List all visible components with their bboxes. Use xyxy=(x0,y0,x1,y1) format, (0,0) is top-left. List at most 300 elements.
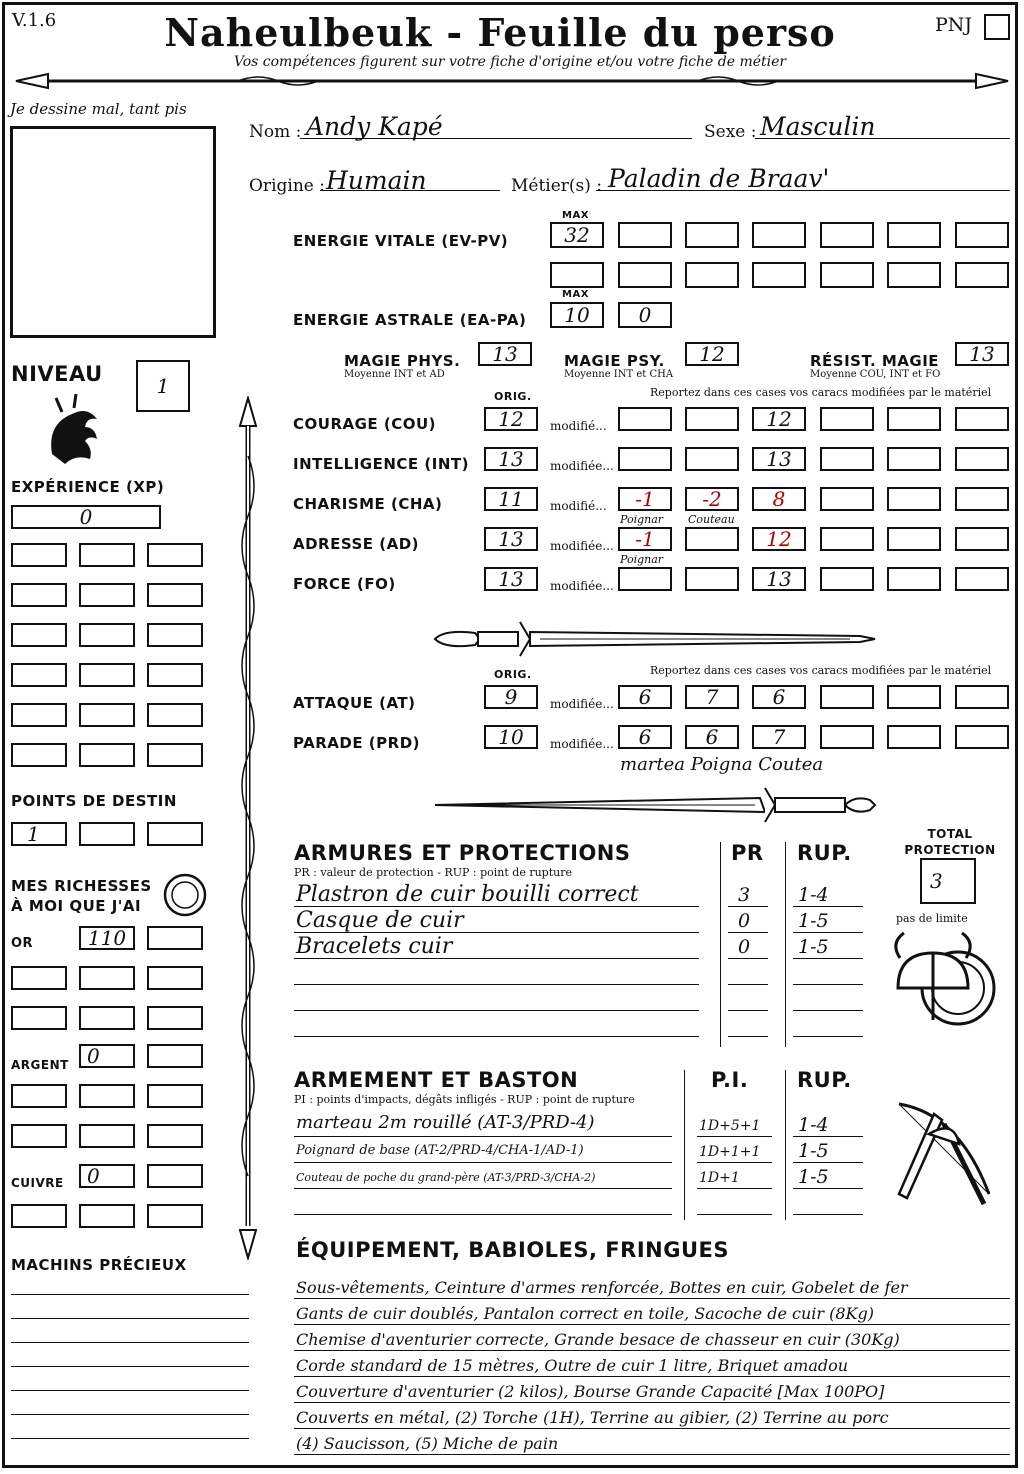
combat-orig-label: ORIG. xyxy=(494,668,532,681)
carac-mod-box[interactable] xyxy=(752,407,806,431)
argent-value: 0 xyxy=(87,1044,100,1068)
ev-max-label: MAX xyxy=(562,210,589,221)
armure-line xyxy=(294,1036,699,1037)
armure-pr-line xyxy=(728,932,768,933)
total-protection-box[interactable] xyxy=(920,858,976,904)
armure-pr[interactable]: 0 xyxy=(738,936,751,958)
money-box[interactable] xyxy=(11,1084,67,1108)
combat-mod-value: 6 xyxy=(772,685,786,709)
carac-mod-box[interactable] xyxy=(685,527,739,551)
carac-mod-box[interactable] xyxy=(955,527,1009,551)
combat-mod-box[interactable] xyxy=(955,685,1009,709)
combat-mod-box[interactable] xyxy=(752,685,806,709)
carac-mod-value xyxy=(620,409,670,429)
arme-pi[interactable]: 1D+5+1 xyxy=(699,1118,761,1134)
magie-phys-box[interactable] xyxy=(478,342,532,366)
armement-col-divider xyxy=(785,1070,786,1220)
cuivre-box[interactable] xyxy=(147,1164,203,1188)
carac-orig-value: 13 xyxy=(498,567,524,591)
xp-box[interactable] xyxy=(11,663,67,687)
carac-orig-box[interactable] xyxy=(484,567,538,591)
ev-box[interactable] xyxy=(685,262,739,288)
sexe-line xyxy=(755,138,1010,139)
combat-orig-value: 10 xyxy=(498,725,524,749)
equipement-item[interactable]: Couverture d'aventurier (2 kilos), Bourse Grande Capacité [Max 100PO] xyxy=(296,1382,885,1401)
carac-mod-box[interactable] xyxy=(955,567,1009,591)
machins-label: MACHINS PRÉCIEUX xyxy=(11,1256,187,1274)
machins-line[interactable] xyxy=(11,1294,249,1295)
armure-pr-line xyxy=(728,1036,768,1037)
xp-value: 0 xyxy=(79,505,93,529)
xp-box[interactable] xyxy=(11,505,161,529)
ev-box[interactable] xyxy=(550,262,604,288)
xp-box[interactable] xyxy=(11,743,67,767)
cuivre-box[interactable] xyxy=(79,1164,135,1188)
weapons-icon xyxy=(884,1094,1004,1214)
carac-orig-box[interactable] xyxy=(484,527,538,551)
money-box[interactable] xyxy=(147,1006,203,1030)
resist-magie-box[interactable] xyxy=(955,342,1009,366)
arme-rup-line xyxy=(793,1162,863,1163)
ea-box[interactable] xyxy=(618,302,672,328)
carac-mod-box[interactable] xyxy=(752,487,806,511)
ea-max-box[interactable] xyxy=(550,302,604,328)
metier-field[interactable]: Paladin de Braav' xyxy=(608,164,830,193)
combat-report-note: Reportez dans ces cases vos caracs modifiées par le matériel xyxy=(650,664,992,677)
total-protection-value: 3 xyxy=(930,869,943,893)
xp-box[interactable] xyxy=(147,583,203,607)
niveau-box[interactable] xyxy=(136,360,190,412)
arme-rup[interactable]: 1-4 xyxy=(798,1114,829,1136)
xp-box[interactable] xyxy=(79,583,135,607)
combat-label: ATTAQUE (AT) xyxy=(293,694,416,712)
armement-col-divider xyxy=(684,1070,685,1220)
argent-label: ARGENT xyxy=(11,1058,69,1072)
machins-line[interactable] xyxy=(11,1414,249,1415)
xp-box[interactable] xyxy=(79,543,135,567)
carac-mod-note: Poignar xyxy=(620,513,664,526)
arme-line xyxy=(294,1214,672,1215)
equipement-item[interactable]: Couverts en métal, (2) Torche (1H), Terrine au gibier, (2) Terrine au porc xyxy=(296,1408,889,1427)
caracs-report-note: Reportez dans ces cases vos caracs modifiées par le matériel xyxy=(650,386,992,399)
armement-pi-header: P.I. xyxy=(711,1068,749,1092)
or-label: OR xyxy=(11,936,34,951)
armure-rup-line xyxy=(793,906,863,907)
xp-box[interactable] xyxy=(147,663,203,687)
sheet-title: Naheulbeuk - Feuille du perso xyxy=(164,10,836,55)
destin-value: 1 xyxy=(27,822,40,846)
xp-box[interactable] xyxy=(11,623,67,647)
combat-label: PARADE (PRD) xyxy=(293,734,421,752)
carac-mod-note: Poignar xyxy=(620,553,664,566)
armures-pr-header: PR xyxy=(731,841,764,865)
xp-box[interactable] xyxy=(147,703,203,727)
ev-box[interactable] xyxy=(887,222,941,248)
carac-label: FORCE (FO) xyxy=(293,575,396,593)
armure-name[interactable]: Plastron de cuir bouilli correct xyxy=(296,882,639,907)
destin-box[interactable] xyxy=(79,822,135,846)
armement-title: ARMEMENT ET BASTON xyxy=(294,1068,579,1092)
arme-pi[interactable]: 1D+1+1 xyxy=(699,1144,761,1160)
armure-rup-line xyxy=(793,1010,863,1011)
arme-pi-line xyxy=(697,1136,772,1137)
arme-rup-line xyxy=(793,1136,863,1137)
equipement-item[interactable]: Sous-vêtements, Ceinture d'armes renforcée, Bottes en cuir, Gobelet de fer xyxy=(296,1278,908,1297)
resist-magie-label: RÉSIST. MAGIE xyxy=(810,352,940,370)
xp-box[interactable] xyxy=(147,543,203,567)
magie-phys-note: Moyenne INT et AD xyxy=(344,369,445,380)
carac-mod-box[interactable] xyxy=(618,447,672,471)
armure-pr-line xyxy=(728,984,768,985)
combat-mod-box[interactable] xyxy=(752,725,806,749)
limit-note: pas de limite xyxy=(896,912,968,925)
sheet-subtitle: Vos compétences figurent sur votre fiche d'origine et/ou votre fiche de métier xyxy=(233,54,787,70)
carac-mod-box[interactable] xyxy=(618,487,672,511)
armure-name[interactable]: Bracelets cuir xyxy=(296,934,453,959)
arme-name[interactable]: Couteau de poche du grand-père (AT-3/PRD-3/CHA-2) xyxy=(296,1171,596,1184)
armure-name[interactable]: Casque de cuir xyxy=(296,908,464,933)
carac-mod-box[interactable] xyxy=(887,447,941,471)
arme-pi-line xyxy=(697,1214,772,1215)
combat-modifie-label: modifiée... xyxy=(550,737,614,751)
cuivre-value: 0 xyxy=(87,1164,100,1188)
carac-mod-box[interactable] xyxy=(618,567,672,591)
ev-max-box[interactable] xyxy=(550,222,604,248)
combat-mod-value: 6 xyxy=(705,725,719,749)
armure-pr[interactable]: 3 xyxy=(738,884,751,906)
carac-modifie-label: modifiée... xyxy=(550,459,614,473)
carac-mod-box[interactable] xyxy=(955,487,1009,511)
metier-label: Métier(s) : xyxy=(511,176,603,196)
ev-box[interactable] xyxy=(752,222,806,248)
armure-pr-line xyxy=(728,1010,768,1011)
caracs-orig-label: ORIG. xyxy=(494,390,532,403)
combat-mod-value: 7 xyxy=(772,725,786,749)
money-box[interactable] xyxy=(79,966,135,990)
or-box[interactable] xyxy=(147,926,203,950)
armures-note: PR : valeur de protection - RUP : point de rupture xyxy=(294,866,572,879)
weapons-note: martea Poigna Coutea xyxy=(620,754,824,775)
header-spear-divider xyxy=(8,66,1016,96)
carac-modifie-label: modifiée... xyxy=(550,579,614,593)
magie-psy-value: 12 xyxy=(699,342,725,366)
portrait-box[interactable] xyxy=(10,126,216,338)
nom-label: Nom : xyxy=(249,122,302,142)
carac-mod-value: 13 xyxy=(766,447,792,471)
sword-illustration-2 xyxy=(430,780,880,830)
niveau-value: 1 xyxy=(156,374,170,398)
carac-mod-box[interactable] xyxy=(820,447,874,471)
origine-line xyxy=(320,190,500,191)
carac-mod-value xyxy=(620,569,670,589)
sword-illustration xyxy=(430,614,880,664)
origine-label: Origine : xyxy=(249,176,325,196)
money-box[interactable] xyxy=(11,1124,67,1148)
armure-rup[interactable]: 1-5 xyxy=(798,910,829,932)
equipement-item[interactable]: Chemise d'aventurier correcte, Grande besace de chasseur en cuir (30Kg) xyxy=(296,1330,900,1349)
carac-mod-box[interactable] xyxy=(752,527,806,551)
carac-orig-value: 11 xyxy=(498,487,524,511)
resist-magie-value: 13 xyxy=(969,342,995,366)
armure-pr[interactable]: 0 xyxy=(738,910,751,932)
magie-psy-note: Moyenne INT et CHA xyxy=(564,369,674,380)
nom-line xyxy=(300,138,692,139)
arme-pi-line xyxy=(697,1188,772,1189)
carac-mod-value: 12 xyxy=(766,527,792,551)
armement-note: PI : points d'impacts, dégâts infligés - RUP : point de rupture xyxy=(294,1093,635,1106)
dragon-icon xyxy=(42,394,104,464)
xp-box[interactable] xyxy=(11,543,67,567)
helmet-shield-icon xyxy=(888,928,998,1038)
cuivre-label: CUIVRE xyxy=(11,1176,64,1190)
armement-rup-header: RUP. xyxy=(797,1068,852,1092)
carac-mod-box[interactable] xyxy=(820,407,874,431)
carac-mod-box[interactable] xyxy=(820,527,874,551)
armure-rup-line xyxy=(793,932,863,933)
xp-box[interactable] xyxy=(79,623,135,647)
version-label: V.1.6 xyxy=(12,10,57,31)
or-value: 110 xyxy=(87,926,127,950)
carac-modifie-label: modifiée... xyxy=(550,539,614,553)
machins-line[interactable] xyxy=(11,1318,249,1319)
combat-mod-box[interactable] xyxy=(618,685,672,709)
pnj-label: PNJ xyxy=(935,14,973,36)
xp-box[interactable] xyxy=(147,623,203,647)
arme-name[interactable]: Poignard de base (AT-2/PRD-4/CHA-1/AD-1) xyxy=(296,1143,584,1158)
destin-label: POINTS DE DESTIN xyxy=(11,792,177,810)
money-box[interactable] xyxy=(11,1006,67,1030)
armures-col-divider xyxy=(720,842,721,1047)
niveau-label: NIVEAU xyxy=(11,362,103,386)
armures-title: ARMURES ET PROTECTIONS xyxy=(294,841,631,865)
richesses-label: MES RICHESSES À MOI QUE J'AI xyxy=(11,877,152,915)
magie-phys-value: 13 xyxy=(492,342,518,366)
metier-line xyxy=(596,190,1010,191)
machins-line[interactable] xyxy=(11,1366,249,1367)
carac-orig-box[interactable] xyxy=(484,487,538,511)
equipement-line xyxy=(294,1324,1010,1325)
argent-box[interactable] xyxy=(79,1044,135,1068)
combat-mod-box[interactable] xyxy=(887,725,941,749)
destin-box[interactable] xyxy=(147,822,203,846)
ea-value: 0 xyxy=(638,303,652,327)
equipement-title: ÉQUIPEMENT, BABIOLES, FRINGUES xyxy=(296,1238,729,1262)
money-box[interactable] xyxy=(79,1006,135,1030)
combat-mod-value: 6 xyxy=(638,685,652,709)
carac-label: CHARISME (CHA) xyxy=(293,495,443,513)
equipement-line xyxy=(294,1298,1010,1299)
money-box[interactable] xyxy=(147,1204,203,1228)
money-box[interactable] xyxy=(11,1204,67,1228)
money-box[interactable] xyxy=(147,1084,203,1108)
armures-col-divider xyxy=(785,842,786,1047)
arme-line xyxy=(294,1162,672,1163)
money-box[interactable] xyxy=(11,966,67,990)
combat-mod-box[interactable] xyxy=(618,725,672,749)
combat-orig-box[interactable] xyxy=(484,685,538,709)
carac-mod-value xyxy=(687,449,737,469)
xp-box[interactable] xyxy=(79,663,135,687)
ev-box[interactable] xyxy=(887,262,941,288)
combat-mod-box[interactable] xyxy=(887,685,941,709)
ev-box[interactable] xyxy=(955,222,1009,248)
carac-modifie-label: modifié... xyxy=(550,419,607,433)
combat-mod-value: 7 xyxy=(705,685,719,709)
pnj-checkbox[interactable] xyxy=(984,14,1010,40)
arme-rup-line xyxy=(793,1214,863,1215)
ev-box[interactable] xyxy=(820,222,874,248)
carac-mod-value: -1 xyxy=(635,487,655,511)
coin-icon xyxy=(162,872,208,918)
carac-mod-value: 13 xyxy=(766,567,792,591)
combat-orig-box[interactable] xyxy=(484,725,538,749)
equipement-item[interactable]: Corde standard de 15 mètres, Outre de cuir 1 litre, Briquet amadou xyxy=(296,1356,849,1375)
carac-mod-box[interactable] xyxy=(820,567,874,591)
carac-label: COURAGE (COU) xyxy=(293,415,437,433)
carac-mod-value xyxy=(687,569,737,589)
carac-mod-box[interactable] xyxy=(820,487,874,511)
arme-line xyxy=(294,1188,672,1189)
combat-mod-box[interactable] xyxy=(685,685,739,709)
equipement-line xyxy=(294,1376,1010,1377)
sexe-label: Sexe : xyxy=(704,122,757,142)
arme-line xyxy=(294,1136,672,1137)
xp-box[interactable] xyxy=(147,743,203,767)
money-box[interactable] xyxy=(79,1124,135,1148)
ev-box[interactable] xyxy=(685,222,739,248)
armure-rup-line xyxy=(793,984,863,985)
carac-mod-box[interactable] xyxy=(887,567,941,591)
carac-orig-box[interactable] xyxy=(484,447,538,471)
arme-rup[interactable]: 1-5 xyxy=(798,1166,829,1188)
carac-orig-value: 12 xyxy=(498,407,524,431)
ev-box[interactable] xyxy=(618,262,672,288)
carac-orig-box[interactable] xyxy=(484,407,538,431)
carac-mod-box[interactable] xyxy=(685,447,739,471)
arme-pi-line xyxy=(697,1162,772,1163)
ev-box[interactable] xyxy=(820,262,874,288)
carac-mod-box[interactable] xyxy=(752,567,806,591)
carac-mod-box[interactable] xyxy=(618,407,672,431)
resist-magie-note: Moyenne COU, INT et FO xyxy=(810,369,941,380)
carac-mod-value: -2 xyxy=(702,487,722,511)
carac-mod-value xyxy=(687,529,737,549)
ev-box[interactable] xyxy=(955,262,1009,288)
combat-mod-box[interactable] xyxy=(685,725,739,749)
equipement-line xyxy=(294,1402,1010,1403)
combat-mod-value: 6 xyxy=(638,725,652,749)
money-box[interactable] xyxy=(79,1204,135,1228)
xp-label: EXPÉRIENCE (XP) xyxy=(11,478,165,496)
arme-rup[interactable]: 1-5 xyxy=(798,1140,829,1162)
combat-modifie-label: modifiée... xyxy=(550,697,614,711)
equipement-line xyxy=(294,1350,1010,1351)
money-box[interactable] xyxy=(79,1084,135,1108)
carac-mod-box[interactable] xyxy=(685,407,739,431)
combat-mod-box[interactable] xyxy=(820,725,874,749)
carac-mod-box[interactable] xyxy=(752,447,806,471)
ev-box[interactable] xyxy=(752,262,806,288)
carac-mod-note: Couteau xyxy=(688,513,735,526)
money-box[interactable] xyxy=(147,966,203,990)
ea-max-value: 10 xyxy=(564,303,590,327)
argent-box[interactable] xyxy=(147,1044,203,1068)
carac-label: INTELLIGENCE (INT) xyxy=(293,455,469,473)
combat-orig-value: 9 xyxy=(504,685,518,709)
armure-rup-line xyxy=(793,1036,863,1037)
ev-label: ENERGIE VITALE (EV-PV) xyxy=(293,232,509,250)
magie-psy-label: MAGIE PSY. xyxy=(564,352,665,370)
carac-mod-value xyxy=(687,409,737,429)
carac-modifie-label: modifié... xyxy=(550,499,607,513)
carac-orig-value: 13 xyxy=(498,447,524,471)
carac-mod-box[interactable] xyxy=(955,447,1009,471)
carac-label: ADRESSE (AD) xyxy=(293,535,420,553)
armure-line xyxy=(294,1010,699,1011)
carac-mod-value: 12 xyxy=(766,407,792,431)
carac-mod-box[interactable] xyxy=(887,407,941,431)
carac-mod-value: 8 xyxy=(772,487,786,511)
carac-mod-box[interactable] xyxy=(955,407,1009,431)
armure-rup-line xyxy=(793,958,863,959)
carac-mod-box[interactable] xyxy=(887,487,941,511)
carac-mod-box[interactable] xyxy=(618,527,672,551)
or-box[interactable] xyxy=(79,926,135,950)
destin-box[interactable] xyxy=(11,822,67,846)
origine-field[interactable]: Humain xyxy=(326,166,427,195)
xp-box[interactable] xyxy=(79,703,135,727)
combat-mod-box[interactable] xyxy=(955,725,1009,749)
spear-illustration xyxy=(228,396,268,1260)
xp-box[interactable] xyxy=(11,703,67,727)
money-box[interactable] xyxy=(147,1124,203,1148)
xp-box[interactable] xyxy=(79,743,135,767)
armures-rup-header: RUP. xyxy=(797,841,852,865)
sexe-field[interactable]: Masculin xyxy=(760,112,876,141)
armure-pr-line xyxy=(728,958,768,959)
portrait-caption: Je dessine mal, tant pis xyxy=(10,100,187,118)
carac-mod-value xyxy=(620,449,670,469)
armure-rup[interactable]: 1-5 xyxy=(798,936,829,958)
carac-mod-box[interactable] xyxy=(685,567,739,591)
equipement-item[interactable]: (4) Saucisson, (5) Miche de pain xyxy=(296,1434,559,1453)
carac-mod-box[interactable] xyxy=(887,527,941,551)
equipement-item[interactable]: Gants de cuir doublés, Pantalon correct en toile, Sacoche de cuir (8Kg) xyxy=(296,1304,874,1323)
xp-box[interactable] xyxy=(11,583,67,607)
magie-phys-label: MAGIE PHYS. xyxy=(344,352,461,370)
equipement-line xyxy=(294,1428,1010,1429)
carac-orig-value: 13 xyxy=(498,527,524,551)
arme-rup-line xyxy=(793,1188,863,1189)
ev-box[interactable] xyxy=(618,222,672,248)
arme-name[interactable]: marteau 2m rouillé (AT-3/PRD-4) xyxy=(296,1112,595,1133)
armure-line xyxy=(294,984,699,985)
machins-line[interactable] xyxy=(11,1438,249,1439)
ea-max-label: MAX xyxy=(562,289,589,300)
nom-field[interactable]: Andy Kapé xyxy=(306,112,443,141)
ea-label: ENERGIE ASTRALE (EA-PA) xyxy=(293,311,527,329)
machins-line[interactable] xyxy=(11,1390,249,1391)
carac-mod-box[interactable] xyxy=(685,487,739,511)
armure-pr-line xyxy=(728,906,768,907)
armure-rup[interactable]: 1-4 xyxy=(798,884,829,906)
machins-line[interactable] xyxy=(11,1342,249,1343)
equipement-line xyxy=(294,1454,1010,1455)
ev-max-value: 32 xyxy=(564,223,590,247)
arme-pi[interactable]: 1D+1 xyxy=(699,1170,740,1186)
magie-psy-box[interactable] xyxy=(685,342,739,366)
combat-mod-box[interactable] xyxy=(820,685,874,709)
